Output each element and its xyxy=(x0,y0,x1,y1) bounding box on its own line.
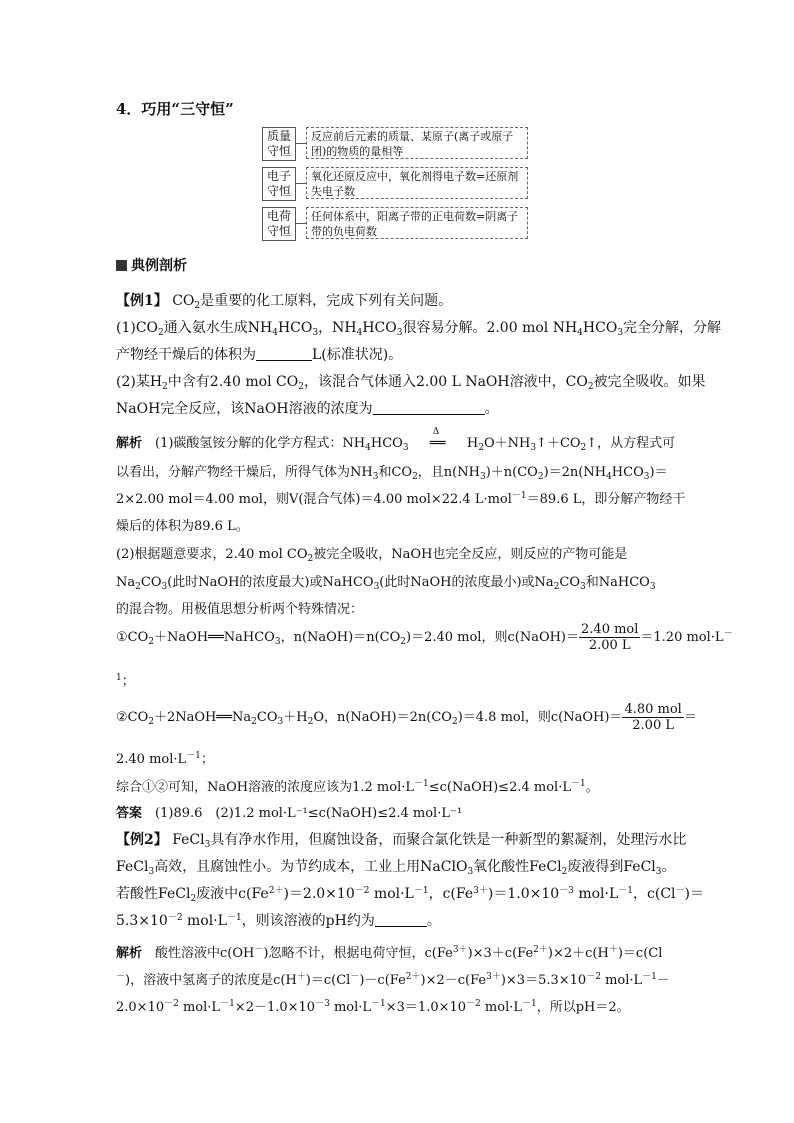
ex1-q2-line1: (2)某$H_2$中含有2.40 mol $CO_2$，该混合气体通入2.00 L NaOH溶液中，$CO_2$被完全吸收。如果 xyxy=(116,374,706,392)
conservation-label: 电荷守恒 xyxy=(262,207,296,241)
answer-blank[interactable] xyxy=(256,348,312,361)
conservation-label: 质量守恒 xyxy=(262,127,296,161)
analysis-line1: 解析 (1)碳酸氢铵分解的化学方程式：$NH_4HCO_3$ Δ ══ $H_2O+NH_3↑+CO_2↑$，从方程式可 xyxy=(116,427,676,453)
ex1-answer: 答案 (1)89.6 (2)1.2 mol·L⁻¹≤c(NaOH)≤2.4 mol·L⁻¹ xyxy=(116,806,463,821)
ex2-line2: FeCl$_3$高效，且腐蚀性小。为节约成本，工业上用NaClO$_3$氧化酸性FeCl$_2$废液得到FeCl$_3$。 xyxy=(116,859,676,877)
analysis-line6: $Na_2CO_3$(此时NaOH的浓度最大)或NaHCO$_3$(此时NaOH的浓度最小)或$Na_2CO_3$和NaHCO$_3$ xyxy=(116,575,656,592)
ex2-analysis1: 解析 酸性溶液中c(OH－)忽略不计，根据电荷守恒，$c(Fe^{3+})\times 3+c(Fe^{2+})\times 2+c(H^+)=c(Cl$ xyxy=(116,945,663,961)
ex1-intro: 【例1】 $CO_2$是重要的化工原料，完成下列有关问题。 xyxy=(116,293,453,311)
ex1-q1-line2: 产物经干燥后的体积为 L(标准状况)。 xyxy=(116,347,403,363)
ex1-q2-line2: NaOH完全反应，该NaOH溶液的浓度为 。 xyxy=(116,401,499,417)
ex2-line3: 若酸性FeCl$_2$废液中$c(Fe^{2+})=2.0\times 10^{-2}$ $mol\cdot L^{-1}$，$c(Fe^{3+})=1.0\times 10^{-3}$ $mol\cdot L^{-1}$，c(Cl－)＝ xyxy=(116,886,704,904)
conservation-electron xyxy=(262,167,530,201)
analysis-line4: 燥后的体积为89.6 L。 xyxy=(116,519,249,534)
ex2-analysis3: $2.0\times 10^{-2}$ $mol\cdot L^{-1}\times 2-1.0\times 10^{-3}$ $mol\cdot L^{-1}\times 3=1.0\times 10^{-2}$ $mol\cdot L^{-1}$，所以pH＝2。 xyxy=(116,999,630,1015)
conservation-text: 反应前后元素的质量、某原子(离子或原子团)的物质的量相等 xyxy=(306,127,528,159)
analysis-case1-end: $^1$； xyxy=(116,673,135,689)
answer-blank[interactable] xyxy=(373,402,485,415)
conservation-charge xyxy=(262,207,530,241)
analysis-conclusion: 综合①②可知，NaOH溶液的浓度应该为1.2 $mol\cdot L^{-1}\le c(NaOH)\le 2.4$ $mol\cdot L^{-1}$。 xyxy=(116,779,599,795)
example-tag: 【例1】 xyxy=(116,293,168,309)
ex1-q1-line1: $(1)CO_2$通入氨水生成$NH_4HCO_3$，$NH_4HCO_3$很容易分解。2.00 mol $NH_4HCO_3$完全分解，分解 xyxy=(116,320,722,338)
analysis-case2-end: 2.40 $mol\cdot L^{-1}$； xyxy=(116,751,214,767)
ex2-analysis2: －)，溶液中氢离子的浓度是$c(H^+)=c(Cl^-)-c(Fe^{2+})\times 2-c(Fe^{3+})\times 3=5.3\times 10^{-2}$ $mol\cdot L^{-1}-$ xyxy=(116,972,670,988)
analysis-line2: 以看出，分解产物经干燥后，所得气体为$NH_3$和$CO_2$，且$n(NH_3)+n(CO_2)=2n(NH_4HCO_3)=$ xyxy=(116,465,668,482)
square-bullet-icon xyxy=(116,260,127,271)
ex1-intro-text: 是重要的化工原料，完成下列有关问题。 xyxy=(200,293,453,309)
conservation-text: 任何体系中，阳离子带的正电荷数=阴离子带的负电荷数 xyxy=(306,207,528,239)
ex2-line1: 【例2】 FeCl$_3$具有净水作用，但腐蚀设备，而聚合氯化铁是一种新型的絮凝剂，处理污水比 xyxy=(116,832,687,850)
analysis-line3: 2×2.00 mol＝4.00 mol，则V(混合气体)＝4.00 mol×22.4 L·mol$^{-1}$＝89.6 L，即分解产物经干 xyxy=(116,491,686,507)
analysis-case2: $②CO_2+2NaOH══Na_2CO_3+H_2O$，$n(NaOH)=2n(CO_2)=4.8$ mol，则c(NaOH)＝ $\frac{\text{4.80 mol}}{2.00 L}$ ＝ xyxy=(116,702,697,733)
ex2-line4: $5.3\times 10^{-2}$ $mol\cdot L^{-1}$，则该溶液的pH约为 。 xyxy=(116,913,441,929)
analysis-line7: 的混合物。用极值思想分析两个特殊情况： xyxy=(116,602,364,617)
section-heading-4: 4．巧用“三守恒” xyxy=(116,100,234,118)
conservation-mass xyxy=(262,127,530,161)
answer-blank[interactable] xyxy=(375,914,427,927)
section-title xyxy=(116,255,187,275)
analysis-case1: $①CO_2+NaOH══NaHCO_3$，$n(NaOH)=n(CO_2)=2.40$ mol，则c(NaOH)＝ $\frac{\text{2.40 mol}}{2.00 L}$ ＝1.20 mol·L－ xyxy=(116,622,733,653)
conservation-label: 电子守恒 xyxy=(262,167,296,201)
conservation-text: 氧化还原反应中，氧化剂得电子数=还原剂失电子数 xyxy=(306,167,528,199)
section-title-text: 典例剖析 xyxy=(131,258,187,274)
analysis-line5: (2)根据题意要求，2.40 mol $CO_2$被完全吸收，NaOH也完全反应，则反应的产物可能是 xyxy=(116,547,628,564)
